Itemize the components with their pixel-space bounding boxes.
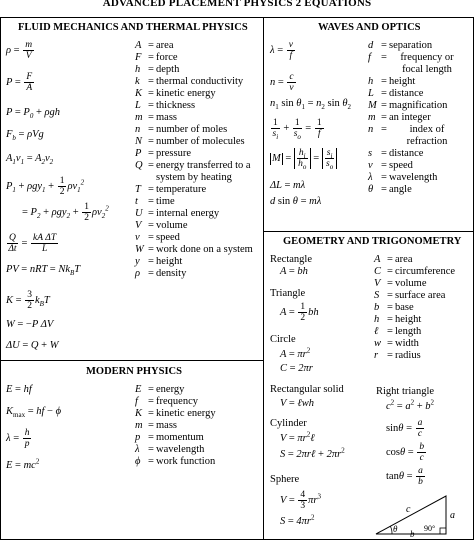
geometry-variable: w = width: [374, 338, 419, 349]
path-difference-equation: ΔL = mλ: [270, 180, 306, 191]
waves-variable: λ = wavelength: [368, 172, 438, 183]
rect-solid-volume-equation: V = ℓwh: [280, 398, 315, 409]
fluid-variable: F = force: [135, 52, 178, 63]
mass-energy-equation: $E = mc^2$: [6, 457, 40, 471]
wave-speed-equation: λ = $\frac{v}{f}$: [270, 40, 293, 61]
geometry-variable: A = area: [374, 254, 413, 265]
right-triangle-diagram: [370, 490, 470, 538]
cylinder-surface-equation: S = 2πrℓ + $2\pi r^2$: [280, 446, 345, 460]
cosine-equation: cosθ = $\frac{b}{c}$: [386, 442, 425, 463]
sine-equation: sinθ = $\frac{a}{c}$: [386, 418, 423, 439]
thin-lens-equation: $\frac{1}{s_i}$ + $\frac{1}{s_o}$ = $\frac{1}{f}$: [272, 118, 322, 141]
angle-arc: [391, 527, 393, 535]
tangent-equation: tanθ = $\frac{a}{b}$: [386, 466, 423, 487]
waves-variable: d = separation: [368, 40, 433, 51]
waves-variable: m = an integer: [368, 112, 431, 123]
modern-variable: λ = wavelength: [135, 444, 205, 455]
hydrostatic-pressure-equation: $P = P_0 + \rho gh$: [6, 107, 61, 121]
heat-conduction-equation: $\frac{Q}{\Delta t}$ = $\frac{\text{kA ΔT}}{L}$: [8, 233, 57, 254]
modern-variable: E = energy: [135, 384, 185, 395]
waves-variable: h = height: [368, 76, 416, 87]
waves-variable: M = magnification: [368, 100, 448, 111]
fluid-variable: U = internal energy: [135, 208, 220, 219]
fluid-variable: k = thermal conductivity: [135, 76, 244, 87]
fluid-variable: h = depth: [135, 64, 180, 75]
right-angle-marker: [440, 528, 446, 534]
photon-energy-equation: E = hf: [6, 384, 32, 395]
photoelectric-equation: $K_{max}$ = hf − ϕ: [6, 406, 62, 420]
fluid-variable: L = thickness: [135, 100, 196, 111]
rect-solid-label: Rectangular solid: [270, 384, 344, 395]
cylinder-volume-equation: $V = \pi r^2\ell$: [280, 430, 315, 444]
fluid-variable: y = height: [135, 256, 183, 267]
theta-label: θ: [393, 524, 398, 534]
de-broglie-equation: λ = $\frac{h}{p}$: [6, 428, 30, 449]
rectangle-label: Rectangle: [270, 254, 312, 265]
waves-variable: s = distance: [368, 148, 424, 159]
geometry-variable: b = base: [374, 302, 414, 313]
adjacent-label: b: [410, 529, 415, 538]
work-equation: W = −P ΔV: [6, 319, 54, 330]
waves-variable: n = index of refraction: [368, 124, 448, 147]
modern-variable: f = frequency: [135, 396, 198, 407]
fluid-variable: Q = energy transferred to a system by heating: [135, 160, 251, 183]
cylinder-label: Cylinder: [270, 418, 307, 429]
density-equation: ρ = $\frac{m}{V}$: [6, 40, 33, 61]
triangle-area-equation: A = $\frac{1}{2}$ bh: [280, 302, 319, 323]
fluid-heading: FLUID MECHANICS AND THERMAL PHYSICS: [18, 22, 248, 33]
right-triangle-label: Right triangle: [376, 386, 435, 397]
sphere-label: Sphere: [270, 474, 300, 485]
geometry-variable: C = circumference: [374, 266, 456, 277]
waves-variable: f = frequency or focal length: [368, 52, 454, 75]
geometry-variable: h = height: [374, 314, 422, 325]
fluid-variable: V = volume: [135, 220, 188, 231]
waves-variable: L = distance: [368, 88, 424, 99]
buoyant-force-equation: $F_b = \rho Vg$: [6, 129, 44, 143]
triangle-label: Triangle: [270, 288, 306, 299]
geometry-variable: V = volume: [374, 278, 427, 289]
fluid-variable: A = area: [135, 40, 174, 51]
pressure-equation: P = $\frac{F}{A}$: [6, 72, 33, 93]
circle-label: Circle: [270, 334, 296, 345]
bernoulli-equation-line2: = $P_2 + \rho gy_2$ + $\frac{1}{2}$ $\rho v_2^2$: [22, 202, 109, 223]
modern-section: [0, 360, 264, 540]
fluid-variable: n = number of moles: [135, 124, 228, 135]
opposite-label: a: [450, 510, 455, 521]
continuity-equation: $A_1v_1 = A_2v_2$: [6, 153, 54, 167]
modern-variable: K = kinetic energy: [135, 408, 216, 419]
fluid-variable: v = speed: [135, 232, 180, 243]
modern-variable: m = mass: [135, 420, 177, 431]
sphere-surface-equation: $S = 4\pi r^2$: [280, 513, 315, 527]
geometry-variable: r = radius: [374, 350, 421, 361]
fluid-variable: m = mass: [135, 112, 177, 123]
sphere-volume-equation: V = $\frac{4}{3}$ $\pi r^3$: [280, 490, 322, 511]
first-law-equation: ΔU = Q + W: [6, 340, 59, 351]
snells-law-equation: $n_1$ $\sin \theta_1 = n_2$ $\sin \theta_2$: [270, 98, 352, 112]
circle-area-equation: $A = \pi r^2$: [280, 346, 311, 360]
fluid-variable: K = kinetic energy: [135, 88, 216, 99]
fluid-variable: t = time: [135, 196, 175, 207]
fluid-variable: P = pressure: [135, 148, 191, 159]
modern-variable: p = momentum: [135, 432, 204, 443]
pythagorean-equation: $c^2 = a^2 + b^2$: [386, 398, 435, 412]
waves-variable: v = speed: [368, 160, 413, 171]
modern-heading: MODERN PHYSICS: [86, 366, 182, 377]
rectangle-area-equation: A = bh: [280, 266, 308, 277]
geometry-heading: GEOMETRY AND TRIGONOMETRY: [283, 236, 462, 247]
modern-variable: ϕ = work function: [135, 456, 216, 467]
hypotenuse-label: c: [406, 504, 411, 515]
page-title: ADVANCED PLACEMENT PHYSICS 2 EQUATIONS: [102, 0, 372, 9]
double-slit-equation: d sin θ = mλ: [270, 196, 322, 207]
waves-variable: θ = angle: [368, 184, 412, 195]
index-of-refraction-equation: n = $\frac{c}{v}$: [270, 72, 294, 93]
waves-heading: WAVES AND OPTICS: [318, 22, 421, 33]
geometry-variable: ℓ = length: [374, 326, 422, 337]
geometry-variable: S = surface area: [374, 290, 446, 301]
bernoulli-equation-line1: $P_1 + \rho gy_1$ + $\frac{1}{2}$ $\rho v_1^2$: [6, 176, 85, 197]
circumference-equation: C = 2πr: [280, 363, 313, 374]
right-angle-label: 90°: [424, 524, 436, 533]
fluid-variable: ρ = density: [135, 268, 187, 279]
ideal-gas-equation: PV = nRT = $Nk_BT$: [6, 264, 81, 278]
fluid-variable: W = work done on a system: [135, 244, 253, 255]
magnification-equation: M = $\frac{h_i}{h_o}$ = $\frac{s_i}{s_o}$: [270, 148, 337, 169]
fluid-variable: T = temperature: [135, 184, 207, 195]
kinetic-energy-gas-equation: K = $\frac{3}{2}$ $k_BT$: [6, 290, 50, 311]
fluid-variable: N = number of molecules: [135, 136, 245, 147]
